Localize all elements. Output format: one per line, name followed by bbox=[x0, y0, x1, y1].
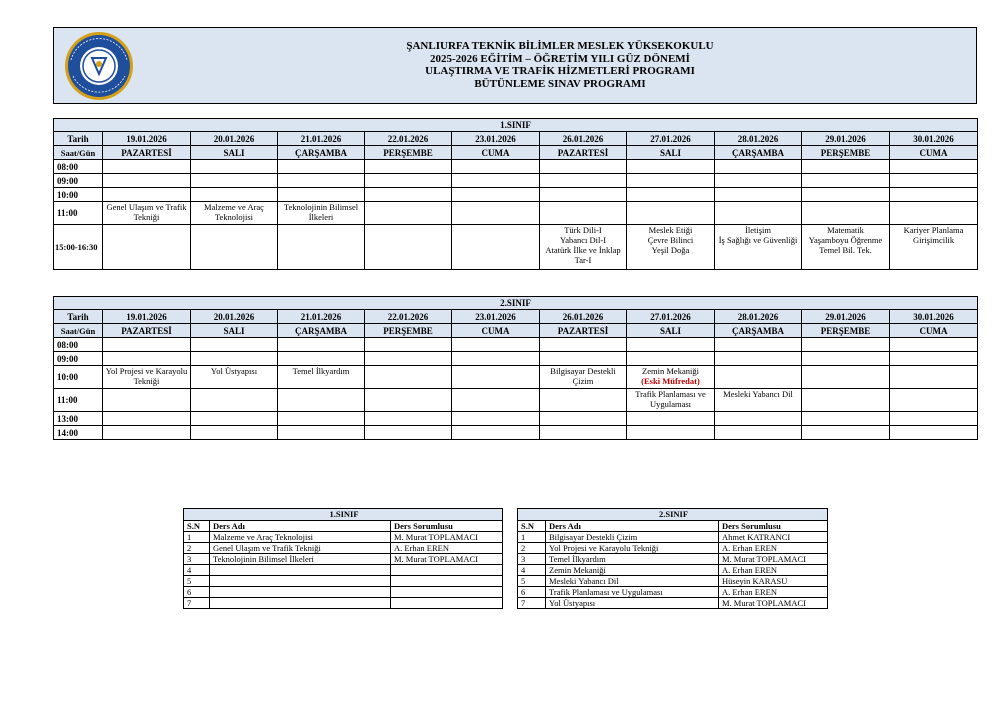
exam-cell bbox=[540, 225, 627, 270]
time-label: 13:00 bbox=[54, 412, 103, 426]
header-line-exam: BÜTÜNLEME SINAV PROGRAMI bbox=[474, 77, 646, 90]
date-row bbox=[54, 310, 978, 324]
time-slot-row bbox=[54, 225, 978, 270]
exam-cell bbox=[802, 160, 890, 174]
exam-cell bbox=[278, 160, 365, 174]
summary-row bbox=[518, 576, 828, 587]
date-cell: 28.01.2026 bbox=[715, 132, 802, 146]
day-cell: SALI bbox=[191, 146, 278, 160]
day-cell: PAZARTESİ bbox=[540, 324, 627, 338]
course-name: Bilgisayar Destekli Çizim bbox=[546, 532, 719, 543]
section-title: 2.SINIF bbox=[54, 297, 978, 310]
exam-cell bbox=[540, 366, 627, 389]
date-cell: 19.01.2026 bbox=[103, 310, 191, 324]
exam-cell bbox=[191, 412, 278, 426]
day-row bbox=[54, 146, 978, 160]
course-instructor: A. Erhan EREN bbox=[391, 543, 503, 554]
date-row bbox=[54, 132, 978, 146]
course-name: Trafik Planlaması ve Uygulaması bbox=[635, 389, 706, 409]
course-name: Yol Üstyapısı bbox=[546, 598, 719, 609]
exam-cell bbox=[890, 352, 978, 366]
exam-cell bbox=[191, 366, 278, 389]
exam-cell bbox=[191, 389, 278, 412]
summary-title-row bbox=[518, 509, 828, 521]
exam-cell bbox=[191, 160, 278, 174]
exam-cell bbox=[627, 188, 715, 202]
time-slot-row bbox=[54, 426, 978, 440]
course-name: Malzeme ve Araç Teknolojisi bbox=[204, 202, 264, 222]
exam-cell bbox=[540, 352, 627, 366]
time-label: 09:00 bbox=[54, 174, 103, 188]
time-slot-row bbox=[54, 174, 978, 188]
exam-cell bbox=[540, 338, 627, 352]
course-name: Mesleki Yabancı Dil bbox=[546, 576, 719, 587]
course-name: Temel Bil. Tek. bbox=[819, 245, 872, 255]
course-number: 1 bbox=[518, 532, 546, 543]
summary-row bbox=[518, 543, 828, 554]
exam-cell bbox=[540, 389, 627, 412]
course-name: Çevre Bilinci bbox=[647, 235, 694, 245]
day-cell: ÇARŞAMBA bbox=[278, 324, 365, 338]
day-cell: CUMA bbox=[890, 146, 978, 160]
schedule-class2 bbox=[53, 296, 978, 440]
summary-row bbox=[518, 565, 828, 576]
exam-cell bbox=[452, 202, 540, 225]
exam-cell bbox=[191, 174, 278, 188]
course-instructor bbox=[391, 565, 503, 576]
exam-cell bbox=[627, 426, 715, 440]
time-slot-row bbox=[54, 366, 978, 389]
course-number: 6 bbox=[518, 587, 546, 598]
course-name: Yol Üstyapısı bbox=[210, 366, 258, 376]
day-cell: CUMA bbox=[890, 324, 978, 338]
course-name: Mesleki Yabancı Dil bbox=[723, 389, 793, 399]
exam-cell bbox=[890, 160, 978, 174]
course-name: Genel Ulaşım ve Trafik Tekniği bbox=[106, 202, 187, 222]
course-number: 4 bbox=[518, 565, 546, 576]
date-cell: 20.01.2026 bbox=[191, 310, 278, 324]
course-name bbox=[210, 587, 391, 598]
exam-cell bbox=[715, 188, 802, 202]
exam-cell bbox=[802, 202, 890, 225]
day-cell: SALI bbox=[627, 324, 715, 338]
exam-cell bbox=[191, 338, 278, 352]
exam-cell bbox=[452, 188, 540, 202]
course-name: Temel İlkyardım bbox=[292, 366, 350, 376]
exam-cell bbox=[890, 188, 978, 202]
exam-cell bbox=[540, 412, 627, 426]
course-number: 3 bbox=[518, 554, 546, 565]
date-cell: 23.01.2026 bbox=[452, 310, 540, 324]
exam-cell bbox=[365, 202, 452, 225]
time-label: 14:00 bbox=[54, 426, 103, 440]
course-name: İletişim bbox=[745, 225, 771, 235]
day-row bbox=[54, 324, 978, 338]
course-number: 5 bbox=[184, 576, 210, 587]
date-cell: 26.01.2026 bbox=[540, 310, 627, 324]
day-cell: PERŞEMBE bbox=[365, 146, 452, 160]
section-title-row bbox=[54, 297, 978, 310]
summary-header-cell: Ders Adı bbox=[546, 521, 719, 532]
course-name: Yol Projesi ve Karayolu Tekniği bbox=[546, 543, 719, 554]
exam-cell bbox=[890, 426, 978, 440]
course-instructor: M. Murat TOPLAMACI bbox=[719, 554, 828, 565]
summary-row bbox=[518, 587, 828, 598]
exam-cell bbox=[627, 174, 715, 188]
exam-cell bbox=[890, 366, 978, 389]
exam-cell bbox=[103, 188, 191, 202]
day-cell: PERŞEMBE bbox=[802, 146, 890, 160]
summary-header-cell: S.N bbox=[518, 521, 546, 532]
course-name: Yeşil Doğa bbox=[651, 245, 690, 255]
time-slot-row bbox=[54, 160, 978, 174]
exam-cell bbox=[627, 389, 715, 412]
day-cell: CUMA bbox=[452, 324, 540, 338]
summary-row bbox=[184, 532, 503, 543]
header-line-term: 2025-2026 EĞİTİM – ÖĞRETİM YILI GÜZ DÖNEMİ bbox=[430, 52, 690, 65]
date-cell: 30.01.2026 bbox=[890, 310, 978, 324]
course-number: 7 bbox=[518, 598, 546, 609]
time-slot-row bbox=[54, 352, 978, 366]
summary-title-row bbox=[184, 509, 503, 521]
course-instructor: M. Murat TOPLAMACI bbox=[719, 598, 828, 609]
exam-cell bbox=[890, 412, 978, 426]
exam-cell bbox=[540, 160, 627, 174]
course-name: Bilgisayar Destekli Çizim bbox=[550, 366, 616, 386]
course-number: 7 bbox=[184, 598, 210, 609]
exam-cell bbox=[627, 338, 715, 352]
exam-cell bbox=[715, 366, 802, 389]
day-cell: PAZARTESİ bbox=[103, 324, 191, 338]
course-number: 2 bbox=[184, 543, 210, 554]
course-instructor: M. Murat TOPLAMACI bbox=[391, 554, 503, 565]
exam-cell bbox=[103, 412, 191, 426]
summary-row bbox=[184, 598, 503, 609]
exam-cell bbox=[191, 202, 278, 225]
summary-header-cell: Ders Adı bbox=[210, 521, 391, 532]
exam-cell bbox=[452, 389, 540, 412]
section-title-row bbox=[54, 119, 978, 132]
exam-cell bbox=[802, 389, 890, 412]
date-cell: 28.01.2026 bbox=[715, 310, 802, 324]
course-instructor: M. Murat TOPLAMACI bbox=[391, 532, 503, 543]
date-cell: 21.01.2026 bbox=[278, 132, 365, 146]
day-cell: PAZARTESİ bbox=[540, 146, 627, 160]
course-name: Malzeme ve Araç Teknolojisi bbox=[210, 532, 391, 543]
day-cell: ÇARŞAMBA bbox=[715, 146, 802, 160]
exam-cell bbox=[802, 412, 890, 426]
exam-cell bbox=[452, 366, 540, 389]
summary-row bbox=[518, 554, 828, 565]
summary-row bbox=[184, 543, 503, 554]
exam-cell bbox=[103, 160, 191, 174]
course-name: Türk Dili-I bbox=[564, 225, 602, 235]
exam-cell bbox=[103, 225, 191, 270]
course-name: Teknolojinin Bilimsel İlkeleri bbox=[283, 202, 359, 222]
saat-gun-label: Saat/Gün bbox=[54, 146, 103, 160]
university-logo-icon bbox=[59, 30, 139, 102]
exam-cell bbox=[540, 202, 627, 225]
summary-row bbox=[184, 554, 503, 565]
tarih-label: Tarih bbox=[54, 132, 103, 146]
course-name: Teknolojinin Bilimsel İlkeleri bbox=[210, 554, 391, 565]
date-cell: 22.01.2026 bbox=[365, 132, 452, 146]
day-cell: ÇARŞAMBA bbox=[278, 146, 365, 160]
course-name: Temel İlkyardım bbox=[546, 554, 719, 565]
exam-cell bbox=[715, 225, 802, 270]
exam-cell bbox=[278, 366, 365, 389]
course-name: Zemin Mekaniği bbox=[642, 366, 699, 376]
exam-cell bbox=[627, 366, 715, 389]
document-header bbox=[53, 27, 977, 104]
course-name: Yabancı Dil-I bbox=[559, 235, 607, 245]
time-label: 15:00-16:30 bbox=[54, 225, 103, 270]
exam-cell bbox=[278, 202, 365, 225]
course-name: Meslek Etiği bbox=[648, 225, 693, 235]
exam-cell bbox=[365, 174, 452, 188]
exam-cell bbox=[103, 174, 191, 188]
exam-cell bbox=[191, 426, 278, 440]
exam-cell bbox=[802, 426, 890, 440]
day-cell: ÇARŞAMBA bbox=[715, 324, 802, 338]
time-label: 08:00 bbox=[54, 338, 103, 352]
summary-title: 1.SINIF bbox=[184, 509, 503, 521]
course-name bbox=[210, 576, 391, 587]
course-name: Matematik bbox=[827, 225, 864, 235]
exam-cell bbox=[627, 412, 715, 426]
summary-header-cell: S.N bbox=[184, 521, 210, 532]
course-name: Trafik Planlaması ve Uygulaması bbox=[546, 587, 719, 598]
exam-cell bbox=[540, 174, 627, 188]
exam-cell bbox=[540, 188, 627, 202]
course-instructor bbox=[391, 576, 503, 587]
exam-cell bbox=[715, 412, 802, 426]
course-instructor: A. Erhan EREN bbox=[719, 565, 828, 576]
exam-cell bbox=[715, 202, 802, 225]
exam-cell bbox=[365, 412, 452, 426]
course-instructor: Ahmet KATRANCI bbox=[719, 532, 828, 543]
course-instructor: A. Erhan EREN bbox=[719, 543, 828, 554]
header-line-school: ŞANLIURFA TEKNİK BİLİMLER MESLEK YÜKSEKOKULU bbox=[406, 40, 714, 52]
time-slot-row bbox=[54, 389, 978, 412]
exam-cell bbox=[627, 225, 715, 270]
course-number: 2 bbox=[518, 543, 546, 554]
exam-cell bbox=[278, 352, 365, 366]
exam-cell bbox=[452, 174, 540, 188]
course-number: 4 bbox=[184, 565, 210, 576]
time-slot-row bbox=[54, 338, 978, 352]
day-cell: PERŞEMBE bbox=[365, 324, 452, 338]
exam-cell bbox=[715, 338, 802, 352]
eski-mufredat-note: (Eski Müfredat) bbox=[641, 376, 700, 386]
day-cell: SALI bbox=[191, 324, 278, 338]
course-number: 1 bbox=[184, 532, 210, 543]
date-cell: 20.01.2026 bbox=[191, 132, 278, 146]
time-slot-row bbox=[54, 202, 978, 225]
summary-header-cell: Ders Sorumlusu bbox=[719, 521, 828, 532]
exam-cell bbox=[365, 225, 452, 270]
exam-cell bbox=[802, 338, 890, 352]
exam-cell bbox=[715, 389, 802, 412]
exam-cell bbox=[191, 225, 278, 270]
exam-cell bbox=[802, 352, 890, 366]
exam-cell bbox=[278, 389, 365, 412]
exam-cell bbox=[103, 352, 191, 366]
exam-cell bbox=[452, 352, 540, 366]
exam-cell bbox=[452, 225, 540, 270]
course-instructor: A. Erhan EREN bbox=[719, 587, 828, 598]
exam-cell bbox=[278, 426, 365, 440]
date-cell: 27.01.2026 bbox=[627, 310, 715, 324]
exam-cell bbox=[365, 366, 452, 389]
date-cell: 23.01.2026 bbox=[452, 132, 540, 146]
course-name: Yaşamboyu Öğrenme bbox=[808, 235, 883, 245]
course-name: İş Sağlığı ve Güvenliği bbox=[718, 235, 798, 245]
exam-cell bbox=[802, 188, 890, 202]
summary-row bbox=[184, 565, 503, 576]
time-slot-row bbox=[54, 412, 978, 426]
course-name: Girişimcilik bbox=[912, 235, 955, 245]
exam-cell bbox=[278, 338, 365, 352]
header-line-program: ULAŞTIRMA VE TRAFİK HİZMETLERİ PROGRAMI bbox=[425, 65, 695, 77]
day-cell: PAZARTESİ bbox=[103, 146, 191, 160]
course-name bbox=[210, 565, 391, 576]
date-cell: 27.01.2026 bbox=[627, 132, 715, 146]
exam-cell bbox=[191, 188, 278, 202]
summary-row bbox=[518, 598, 828, 609]
summary-row bbox=[518, 532, 828, 543]
summary-header-row bbox=[518, 521, 828, 532]
exam-cell bbox=[627, 160, 715, 174]
exam-cell bbox=[890, 225, 978, 270]
course-name: Atatürk İlke ve İnklap Tar-I bbox=[545, 245, 621, 265]
exam-cell bbox=[890, 389, 978, 412]
exam-cell bbox=[365, 389, 452, 412]
course-list-class2 bbox=[517, 508, 828, 609]
course-name: Yol Projesi ve Karayolu Tekniği bbox=[105, 366, 188, 386]
exam-cell bbox=[365, 338, 452, 352]
exam-cell bbox=[627, 352, 715, 366]
exam-cell bbox=[715, 426, 802, 440]
exam-cell bbox=[278, 174, 365, 188]
exam-cell bbox=[278, 188, 365, 202]
exam-cell bbox=[627, 202, 715, 225]
exam-cell bbox=[103, 366, 191, 389]
time-label: 09:00 bbox=[54, 352, 103, 366]
exam-cell bbox=[802, 174, 890, 188]
header-title-block bbox=[144, 40, 976, 90]
exam-cell bbox=[715, 352, 802, 366]
date-cell: 29.01.2026 bbox=[802, 310, 890, 324]
exam-cell bbox=[452, 338, 540, 352]
course-instructor bbox=[391, 598, 503, 609]
day-cell: SALI bbox=[627, 146, 715, 160]
course-number: 6 bbox=[184, 587, 210, 598]
exam-cell bbox=[715, 174, 802, 188]
exam-cell bbox=[365, 352, 452, 366]
date-cell: 19.01.2026 bbox=[103, 132, 191, 146]
time-label: 11:00 bbox=[54, 202, 103, 225]
summary-title: 2.SINIF bbox=[518, 509, 828, 521]
course-name bbox=[210, 598, 391, 609]
day-cell: PERŞEMBE bbox=[802, 324, 890, 338]
date-cell: 22.01.2026 bbox=[365, 310, 452, 324]
date-cell: 21.01.2026 bbox=[278, 310, 365, 324]
course-instructor bbox=[391, 587, 503, 598]
course-list-class1 bbox=[183, 508, 503, 609]
exam-cell bbox=[103, 338, 191, 352]
time-label: 11:00 bbox=[54, 389, 103, 412]
exam-cell bbox=[191, 352, 278, 366]
exam-cell bbox=[452, 426, 540, 440]
course-number: 3 bbox=[184, 554, 210, 565]
date-cell: 30.01.2026 bbox=[890, 132, 978, 146]
time-label: 10:00 bbox=[54, 188, 103, 202]
exam-cell bbox=[540, 426, 627, 440]
summary-header-row bbox=[184, 521, 503, 532]
schedule-class1 bbox=[53, 118, 978, 270]
exam-cell bbox=[365, 426, 452, 440]
date-cell: 26.01.2026 bbox=[540, 132, 627, 146]
course-name: Zemin Mekaniği bbox=[546, 565, 719, 576]
exam-cell bbox=[103, 202, 191, 225]
exam-cell bbox=[365, 160, 452, 174]
course-number: 5 bbox=[518, 576, 546, 587]
course-instructor: Hüseyin KARASU bbox=[719, 576, 828, 587]
course-name: Kariyer Planlama bbox=[903, 225, 964, 235]
exam-cell bbox=[278, 225, 365, 270]
exam-cell bbox=[802, 225, 890, 270]
time-slot-row bbox=[54, 188, 978, 202]
exam-cell bbox=[890, 202, 978, 225]
summary-row bbox=[184, 576, 503, 587]
exam-cell bbox=[890, 174, 978, 188]
summary-header-cell: Ders Sorumlusu bbox=[391, 521, 503, 532]
section-title: 1.SINIF bbox=[54, 119, 978, 132]
exam-cell bbox=[802, 366, 890, 389]
exam-cell bbox=[452, 160, 540, 174]
exam-cell bbox=[103, 426, 191, 440]
exam-cell bbox=[890, 338, 978, 352]
time-label: 08:00 bbox=[54, 160, 103, 174]
exam-cell bbox=[103, 389, 191, 412]
exam-cell bbox=[365, 188, 452, 202]
day-cell: CUMA bbox=[452, 146, 540, 160]
time-label: 10:00 bbox=[54, 366, 103, 389]
exam-cell bbox=[278, 412, 365, 426]
tarih-label: Tarih bbox=[54, 310, 103, 324]
course-name: Genel Ulaşım ve Trafik Tekniği bbox=[210, 543, 391, 554]
saat-gun-label: Saat/Gün bbox=[54, 324, 103, 338]
summary-row bbox=[184, 587, 503, 598]
date-cell: 29.01.2026 bbox=[802, 132, 890, 146]
exam-cell bbox=[715, 160, 802, 174]
exam-cell bbox=[452, 412, 540, 426]
